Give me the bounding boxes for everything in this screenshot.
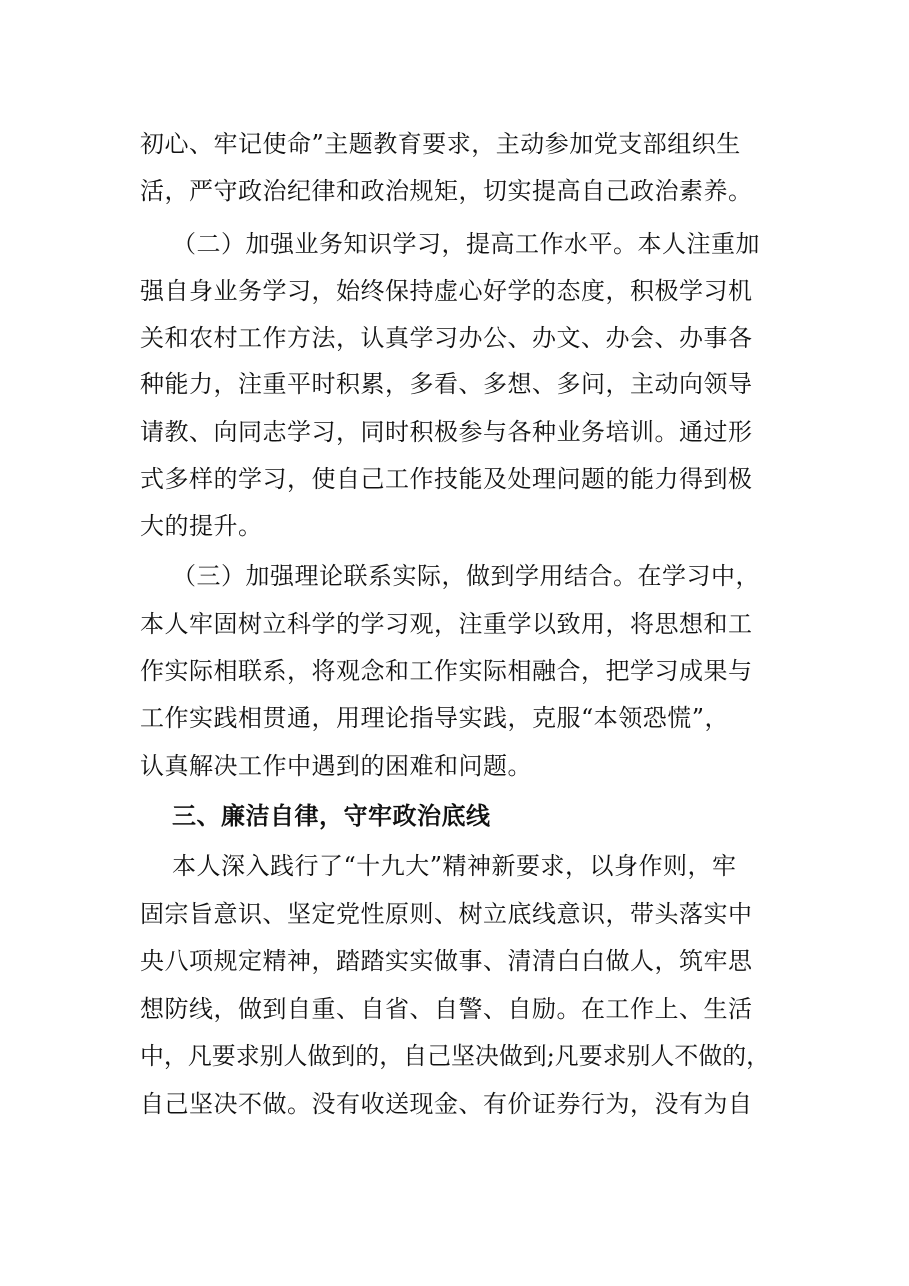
paragraph-start-line: 本人深入践行了“十九大”精神新要求，以身作则，牢 xyxy=(172,852,737,880)
text-line: 认真解决工作中遇到的困难和问题。 xyxy=(140,752,532,780)
text-line: 自己坚决不做。没有收送现金、有价证券行为，没有为自 xyxy=(140,1090,753,1118)
text-line: 请教、向同志学习，同时积极参与各种业务培训。通过形 xyxy=(140,418,753,446)
text-line: 央八项规定精神，踏踏实实做事、清清白白做人，筑牢思 xyxy=(140,947,753,975)
text-line: 种能力，注重平时积累，多看、多想、多问，主动向领导 xyxy=(140,370,753,398)
text-line: 中，凡要求别人做到的，自己坚决做到;凡要求别人不做的， xyxy=(140,1042,771,1070)
paragraph-start-line: （三）加强理论联系实际，做到学用结合。在学习中， xyxy=(172,562,760,590)
text-line: 大的提升。 xyxy=(140,512,263,540)
text-line: 初心、牢记使命”主题教育要求，主动参加党支部组织生 xyxy=(140,130,741,158)
text-line: 式多样的学习，使自己工作技能及处理问题的能力得到极 xyxy=(140,465,753,493)
text-line: 想防线，做到自重、自省、自警、自励。在工作上、生活 xyxy=(140,995,753,1023)
paragraph-start-line: （二）加强业务知识学习，提高工作水平。本人注重加 xyxy=(172,230,760,258)
text-line: 固宗旨意识、坚定党性原则、树立底线意识，带头落实中 xyxy=(140,900,753,928)
section-heading: 三、廉洁自律，守牢政治底线 xyxy=(172,802,491,830)
text-line: 作实际相联系，将观念和工作实际相融合，把学习成果与 xyxy=(140,657,753,685)
text-line: 活，严守政治纪律和政治规矩，切实提高自己政治素养。 xyxy=(140,177,753,205)
text-line: 工作实践相贯通，用理论指导实践，克服“本领恐慌”， xyxy=(140,704,730,732)
text-line: 强自身业务学习，始终保持虚心好学的态度，积极学习机 xyxy=(140,277,753,305)
text-line: 本人牢固树立科学的学习观，注重学以致用，将思想和工 xyxy=(140,610,753,638)
text-line: 关和农村工作方法，认真学习办公、办文、办会、办事各 xyxy=(140,324,753,352)
